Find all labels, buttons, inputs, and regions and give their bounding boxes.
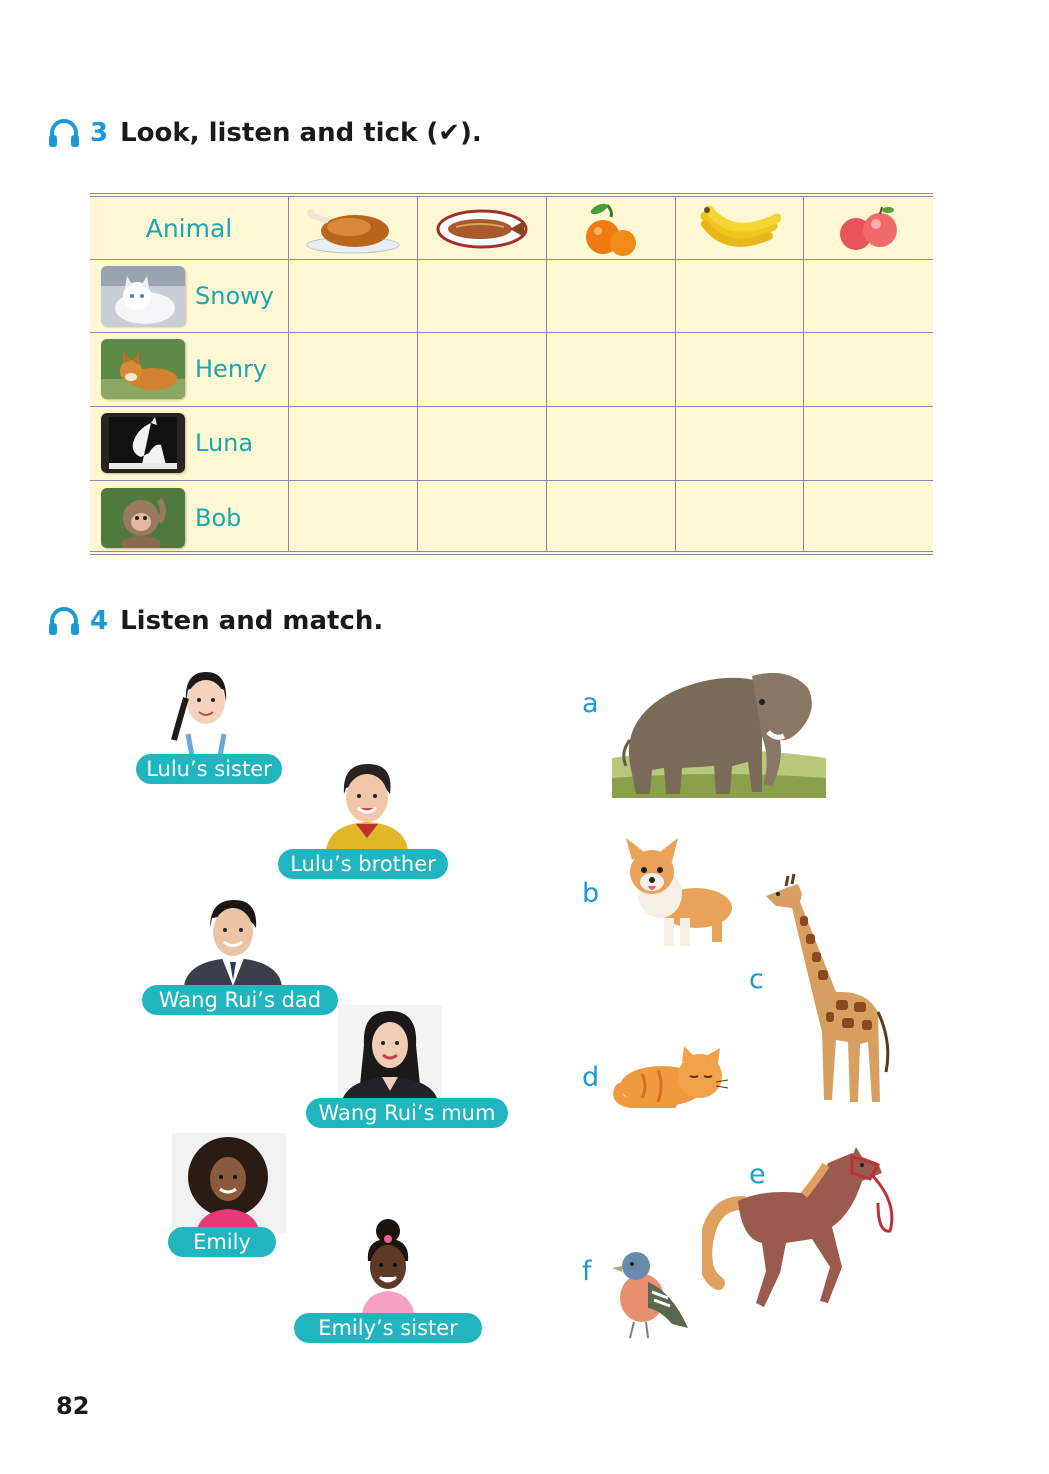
animal-name: Snowy	[195, 282, 274, 310]
dog-icon[interactable]	[620, 838, 736, 952]
monkey-photo	[101, 488, 185, 548]
animal-name: Bob	[195, 504, 242, 532]
horse-icon[interactable]	[702, 1143, 902, 1311]
exercise-title: Listen and match.	[120, 606, 384, 636]
match-letter[interactable]: e	[749, 1159, 766, 1190]
person-label[interactable]: Emily	[168, 1227, 276, 1257]
exercise-number: 4	[90, 606, 109, 636]
woman-portrait	[338, 1005, 442, 1101]
headphones-icon	[48, 118, 80, 148]
column-header-animal: Animal	[145, 213, 233, 243]
table-row-label	[90, 263, 288, 329]
person-label[interactable]: Emily’s sister	[294, 1313, 482, 1343]
exercise-title: Look, listen and tick (✔).	[120, 118, 482, 148]
cat-icon[interactable]	[612, 1044, 730, 1108]
giraffe-icon[interactable]	[756, 872, 896, 1112]
headphones-icon	[48, 606, 80, 636]
elephant-icon[interactable]	[612, 662, 826, 798]
fish-plate-icon	[418, 201, 546, 257]
girl-portrait	[168, 668, 244, 756]
girl-hair-bun-portrait	[350, 1217, 426, 1313]
match-letter[interactable]: f	[582, 1256, 592, 1287]
white-horse-photo	[101, 413, 185, 473]
person-label[interactable]: Lulu’s sister	[136, 754, 282, 784]
exercise-4-heading	[48, 606, 383, 636]
person-label[interactable]: Wang Rui’s dad	[142, 985, 338, 1015]
table-row-label	[90, 410, 288, 476]
match-letter[interactable]: d	[582, 1062, 600, 1093]
roast-chicken-icon	[289, 201, 417, 257]
apples-icon	[804, 201, 932, 257]
person-label[interactable]: Lulu’s brother	[278, 849, 448, 879]
corgi-dog-photo	[101, 339, 185, 399]
girl-curly-hair-portrait	[172, 1133, 286, 1233]
match-letter[interactable]: b	[582, 878, 600, 909]
man-portrait	[182, 894, 282, 986]
match-letter[interactable]: c	[749, 964, 764, 995]
animal-name: Henry	[195, 355, 268, 383]
bird-icon[interactable]	[612, 1248, 692, 1340]
page-number: 82	[56, 1392, 90, 1420]
person-label[interactable]: Wang Rui’s mum	[306, 1098, 508, 1128]
oranges-icon	[547, 201, 675, 257]
table-row-label	[90, 336, 288, 402]
tick-table	[90, 193, 933, 555]
table-row-label	[90, 485, 288, 551]
exercise-3-heading	[48, 118, 482, 148]
white-cat-photo	[101, 266, 185, 326]
animal-name: Luna	[195, 429, 254, 457]
boy-portrait	[320, 758, 412, 850]
bananas-icon	[676, 201, 804, 257]
match-letter[interactable]: a	[582, 688, 599, 719]
exercise-number: 3	[90, 118, 109, 148]
